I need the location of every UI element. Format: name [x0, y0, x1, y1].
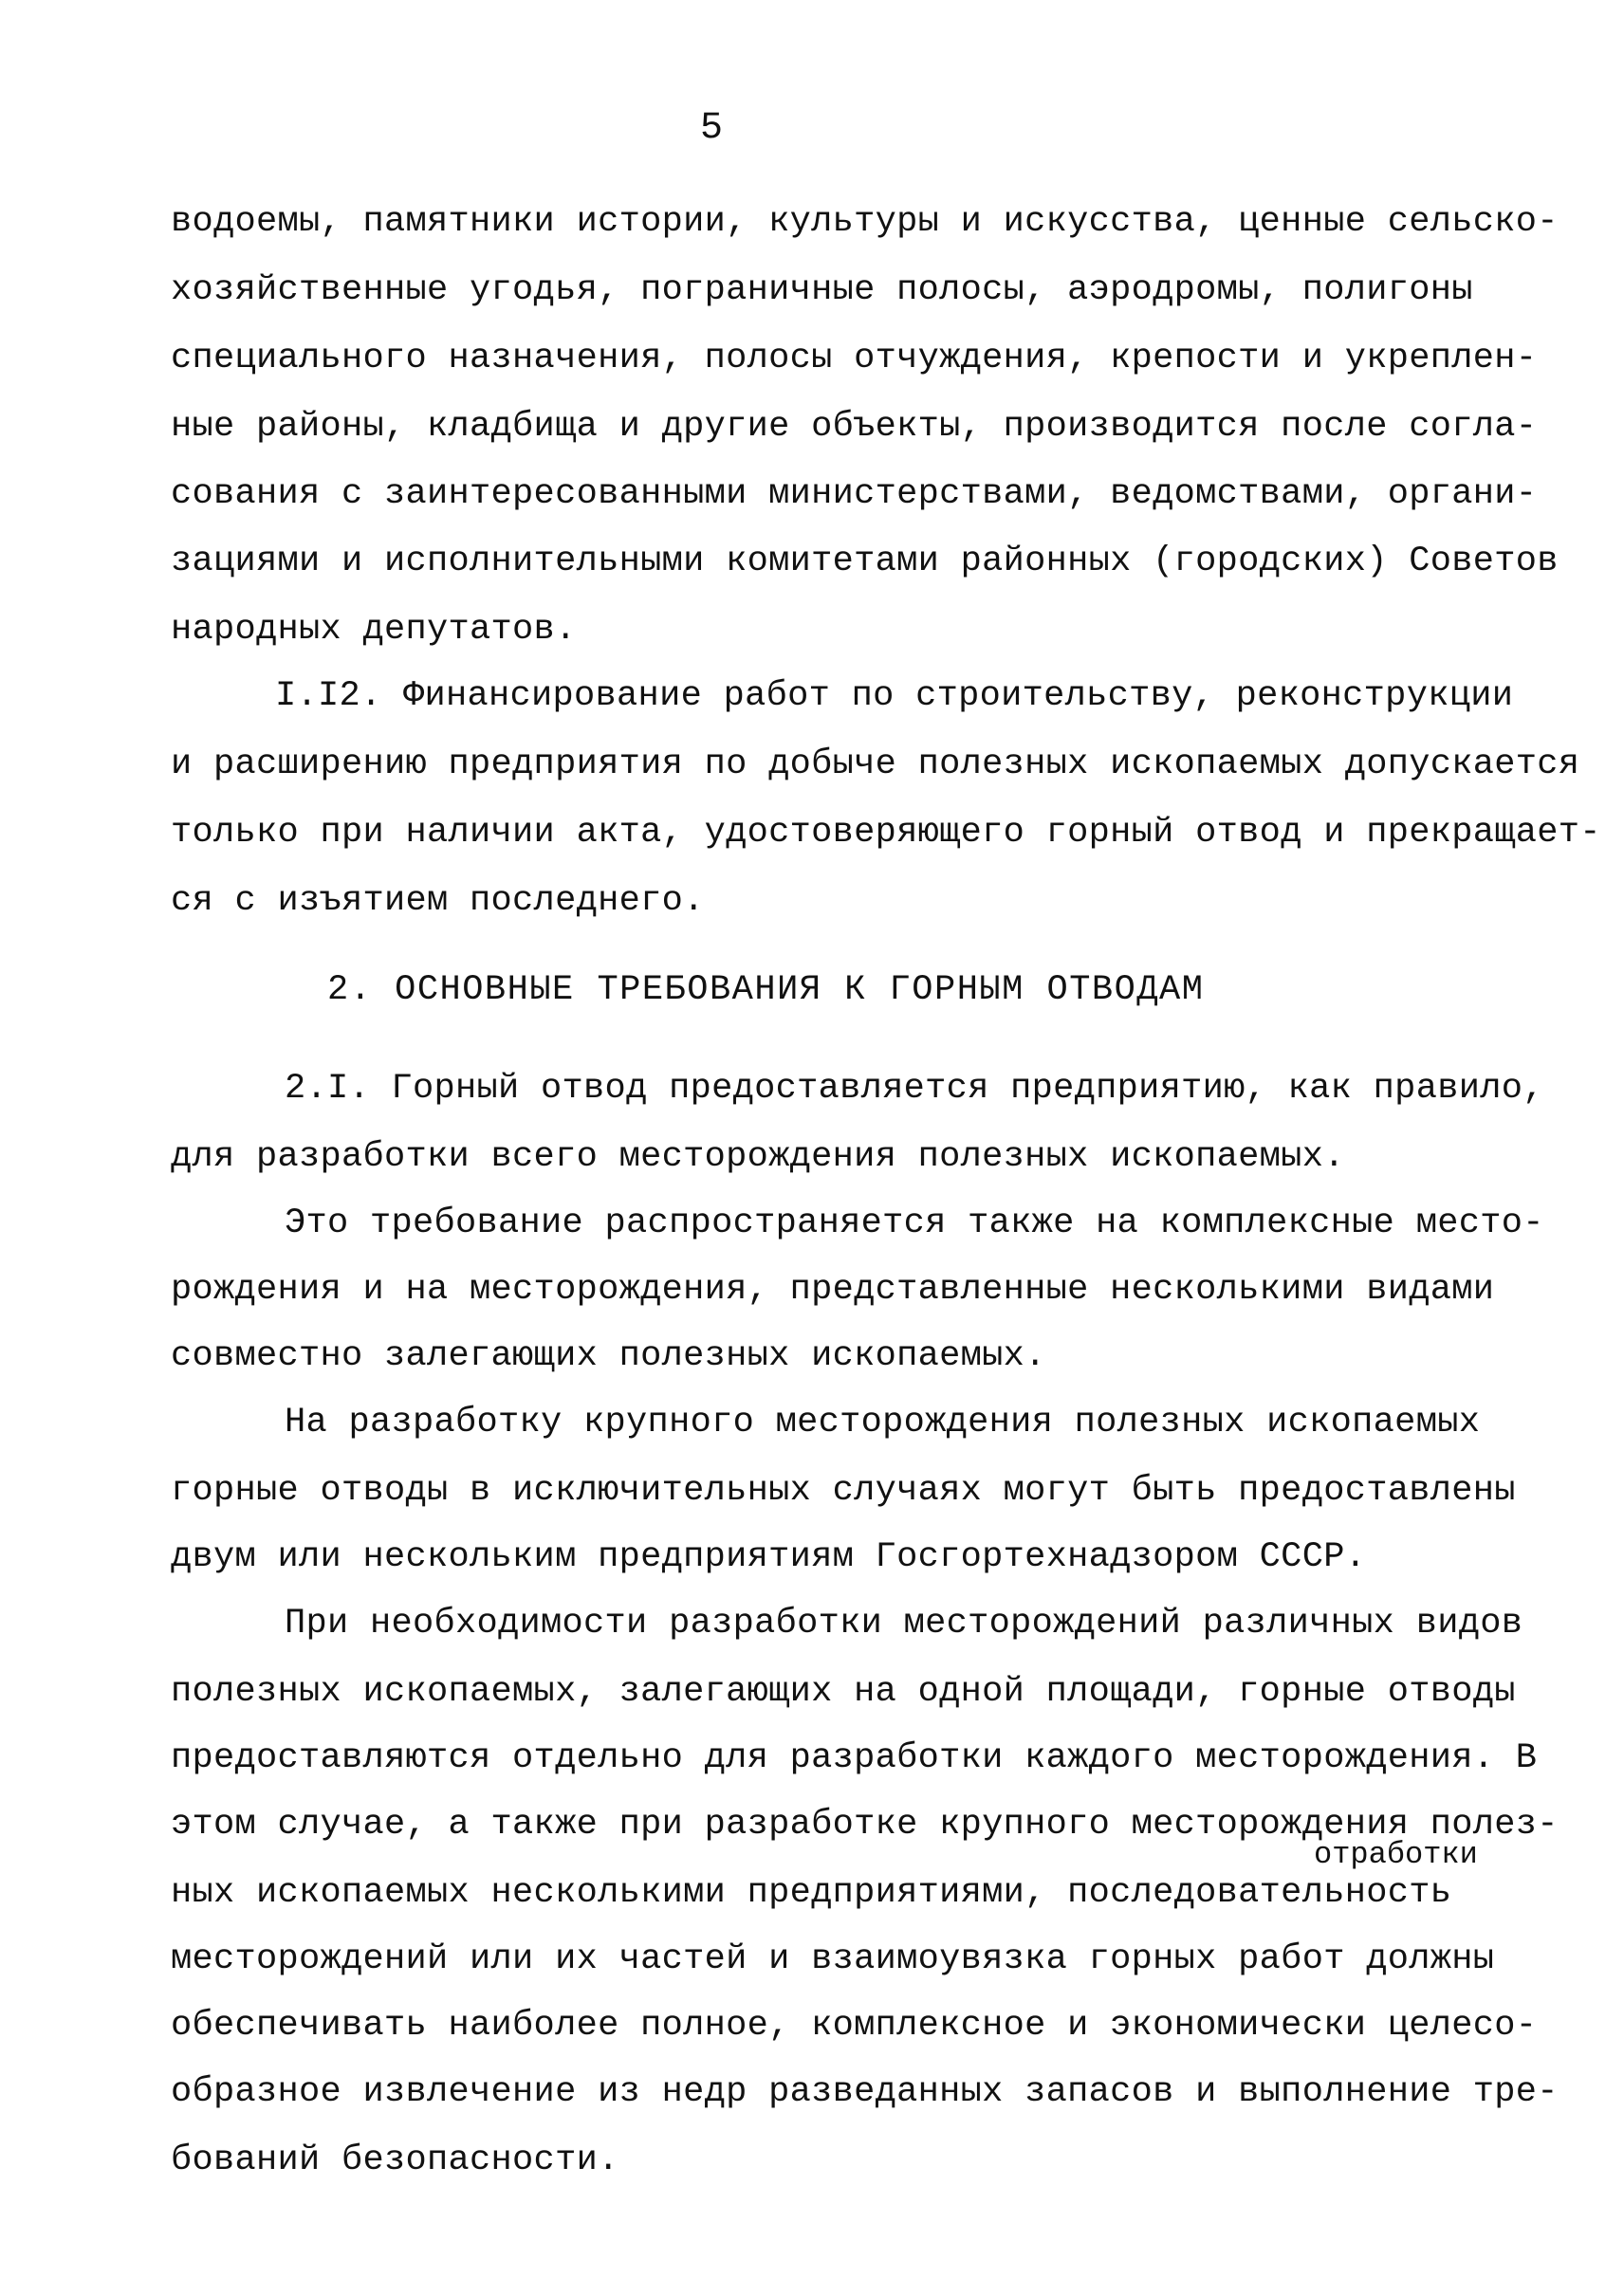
text-line: предоставляются отдельно для разработки каждого месторождения. В	[171, 1738, 1538, 1778]
text-line: народных депутатов.	[171, 610, 577, 650]
text-line: I.I2. Финансирование работ по строительству, реконструкции	[275, 676, 1514, 716]
text-line: При необходимости разработки месторождений различных видов	[285, 1604, 1523, 1644]
text-line: сования с заинтересованными министерствами, ведомствами, органи-	[171, 474, 1538, 514]
text-line: рождения и на месторождения, представленные несколькими видами	[171, 1270, 1495, 1310]
text-line: ных ископаемых несколькими предприятиями, последовательность	[171, 1873, 1452, 1913]
text-line: специального назначения, полосы отчуждения, крепости и укреплен-	[171, 339, 1538, 378]
text-line: Это требование распространяется также на комплексные место-	[285, 1203, 1544, 1243]
text-line: зациями и исполнительными комитетами районных (городских) Советов	[171, 542, 1559, 581]
text-line: горные отводы в исключительных случаях могут быть предоставлены	[171, 1471, 1516, 1511]
page-number: 5	[700, 107, 724, 150]
text-line: месторождений или их частей и взаимоувязка горных работ должны	[171, 1939, 1495, 1979]
text-line: ные районы, кладбища и другие объекты, производится после согла-	[171, 407, 1538, 447]
text-line: обеспечивать наиболее полное, комплексное и экономически целесо-	[171, 2006, 1538, 2046]
text-line: только при наличии акта, удостоверяющего горный отвод и прекращает-	[171, 813, 1601, 853]
text-line: ся с изъятием последнего.	[171, 881, 705, 921]
inserted-word: отработки	[1314, 1837, 1478, 1872]
section-heading: 2. ОСНОВНЫЕ ТРЕБОВАНИЯ К ГОРНЫМ ОТВОДАМ	[327, 970, 1205, 1010]
text-line: хозяйственные угодья, пограничные полосы, аэродромы, полигоны	[171, 270, 1473, 310]
text-line: На разработку крупного месторождения полезных ископаемых	[285, 1403, 1481, 1442]
text-line: 2.I. Горный отвод предоставляется предприятию, как правило,	[285, 1069, 1544, 1109]
text-line: бований безопасности.	[171, 2140, 619, 2180]
text-line: совместно залегающих полезных ископаемых.	[171, 1336, 1046, 1376]
text-line: полезных ископаемых, залегающих на одной площади, горные отводы	[171, 1672, 1516, 1712]
text-line: для разработки всего месторождения полезных ископаемых.	[171, 1137, 1345, 1177]
text-line: водоемы, памятники истории, культуры и искусства, ценные сельско-	[171, 202, 1559, 242]
text-line: двум или нескольким предприятиям Госгортехнадзором СССР.	[171, 1537, 1367, 1577]
text-line: и расширению предприятия по добыче полезных ископаемых допускается	[171, 744, 1580, 784]
text-line: этом случае, а также при разработке крупного месторождения полез-	[171, 1805, 1559, 1845]
text-line: образное извлечение из недр разведанных запасов и выполнение тре-	[171, 2072, 1559, 2112]
